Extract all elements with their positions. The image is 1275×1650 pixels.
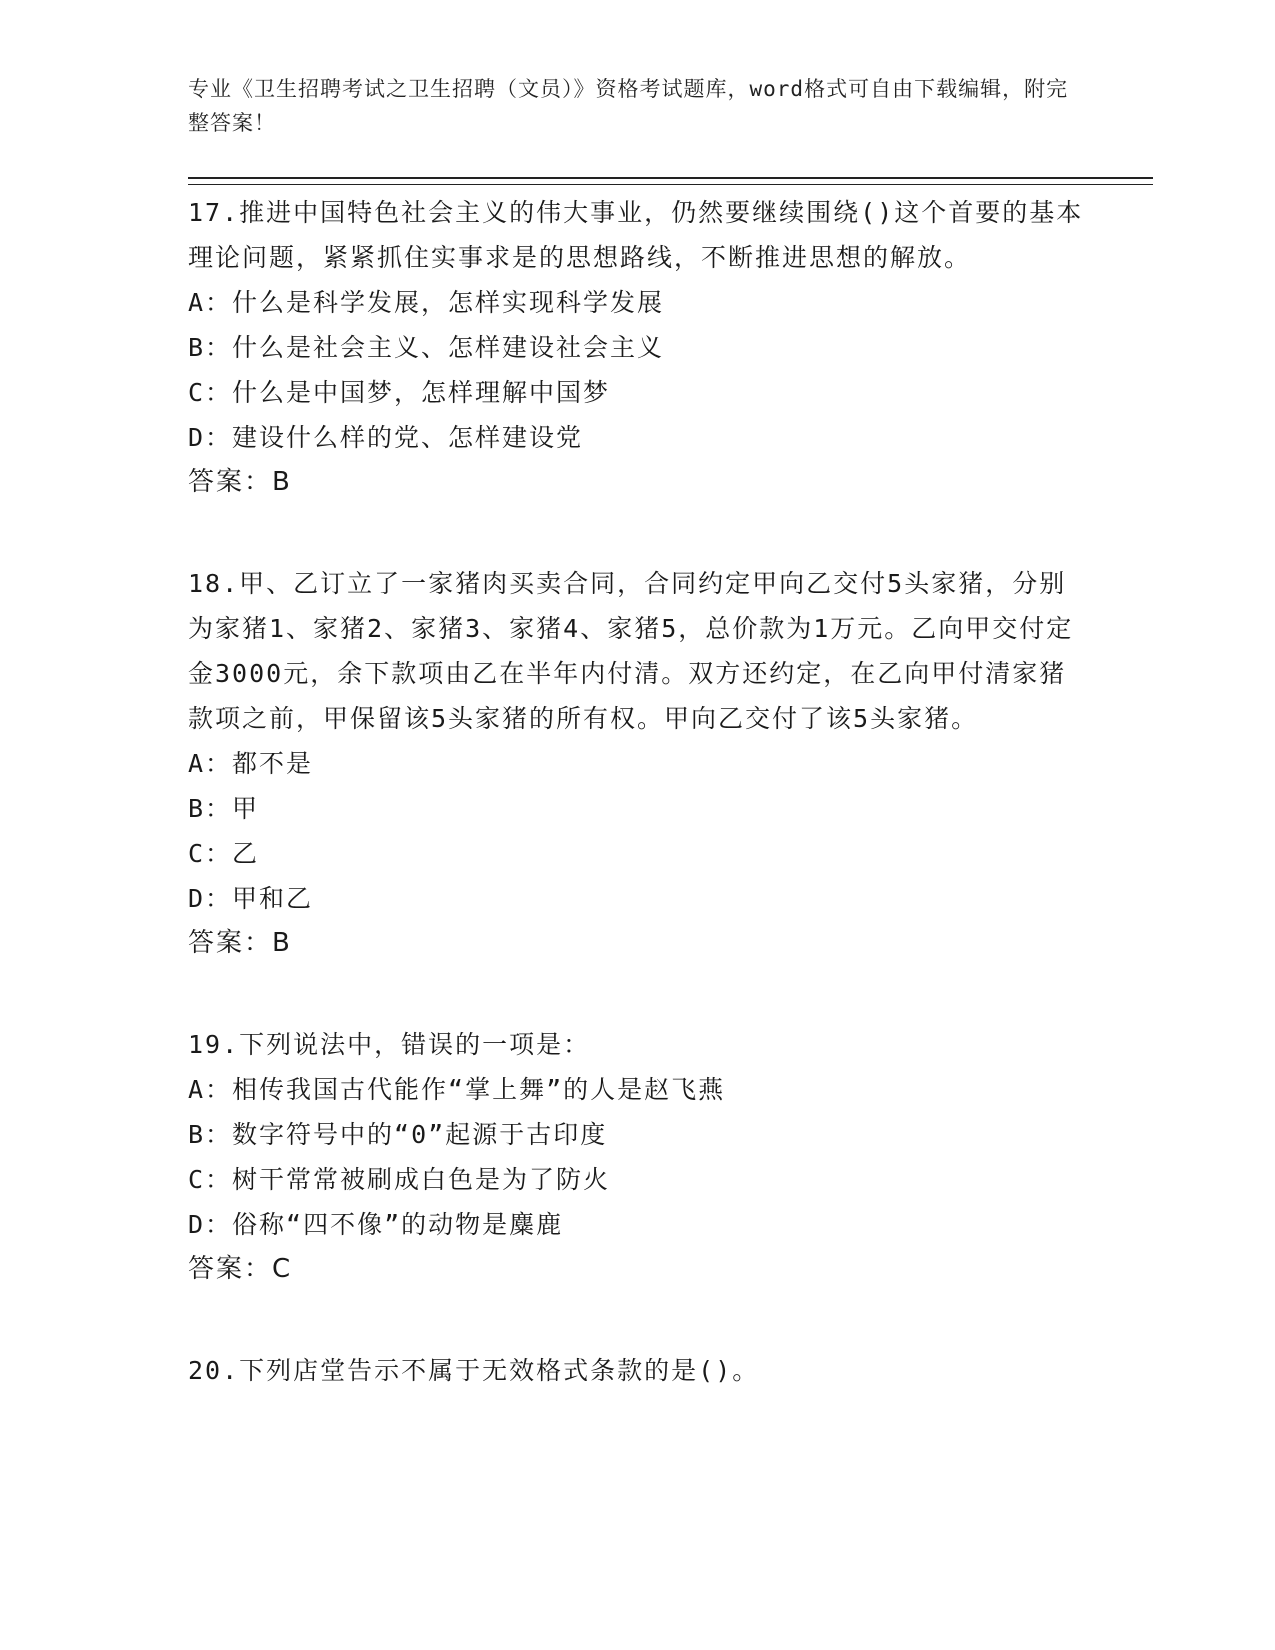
question-stem: 18.甲、乙订立了一家猪肉买卖合同，合同约定甲向乙交付5头家猪，分别为家猪1、家猪2、家猪3、家猪4、家猪5，总价款为1万元。乙向甲交付定金3000元，余下款项由乙在半年内付清。双方还约定，在乙向甲付清家猪款项之前，甲保留该5头家猪的所有权。甲向乙交付了该5头家猪。 bbox=[188, 569, 1074, 733]
question-stem: 19.下列说法中，错误的一项是： bbox=[188, 1030, 591, 1059]
option-c: C：乙 bbox=[188, 839, 260, 868]
option-c: C：什么是中国梦，怎样理解中国梦 bbox=[188, 378, 611, 407]
header-rule-thick bbox=[188, 177, 1153, 179]
option-b: B：什么是社会主义、怎样建设社会主义 bbox=[188, 333, 665, 362]
question-18 bbox=[188, 561, 1088, 966]
option-d: D：俗称“四不像”的动物是麋鹿 bbox=[188, 1210, 564, 1239]
spacer bbox=[188, 966, 1088, 1022]
option-c: C：树干常常被刷成白色是为了防火 bbox=[188, 1165, 611, 1194]
option-a: A：都不是 bbox=[188, 749, 314, 778]
option-b: B：数字符号中的“0”起源于古印度 bbox=[188, 1120, 608, 1149]
question-19 bbox=[188, 1022, 1088, 1292]
question-20 bbox=[188, 1348, 1088, 1393]
option-d: D：甲和乙 bbox=[188, 884, 314, 913]
document-header: 专业《卫生招聘考试之卫生招聘（文员）》资格考试题库，word格式可自由下载编辑，附完整答案！ bbox=[188, 77, 1069, 135]
spacer bbox=[188, 1292, 1088, 1348]
option-a: A：相传我国古代能作“掌上舞”的人是赵飞燕 bbox=[188, 1075, 726, 1104]
spacer bbox=[188, 505, 1088, 561]
option-d: D：建设什么样的党、怎样建设党 bbox=[188, 423, 584, 452]
question-stem: 20.下列店堂告示不属于无效格式条款的是()。 bbox=[188, 1356, 760, 1385]
answer: 答案：B bbox=[188, 928, 292, 958]
answer: 答案：B bbox=[188, 467, 292, 497]
header-rule-thin bbox=[188, 184, 1153, 185]
question-17 bbox=[188, 190, 1088, 505]
option-a: A：什么是科学发展，怎样实现科学发展 bbox=[188, 288, 665, 317]
option-b: B：甲 bbox=[188, 794, 260, 823]
question-list bbox=[188, 190, 1088, 1393]
question-stem: 17.推进中国特色社会主义的伟大事业，仍然要继续围绕()这个首要的基本理论问题，紧紧抓住实事求是的思想路线，不断推进思想的解放。 bbox=[188, 198, 1084, 272]
answer: 答案：C bbox=[188, 1254, 293, 1284]
